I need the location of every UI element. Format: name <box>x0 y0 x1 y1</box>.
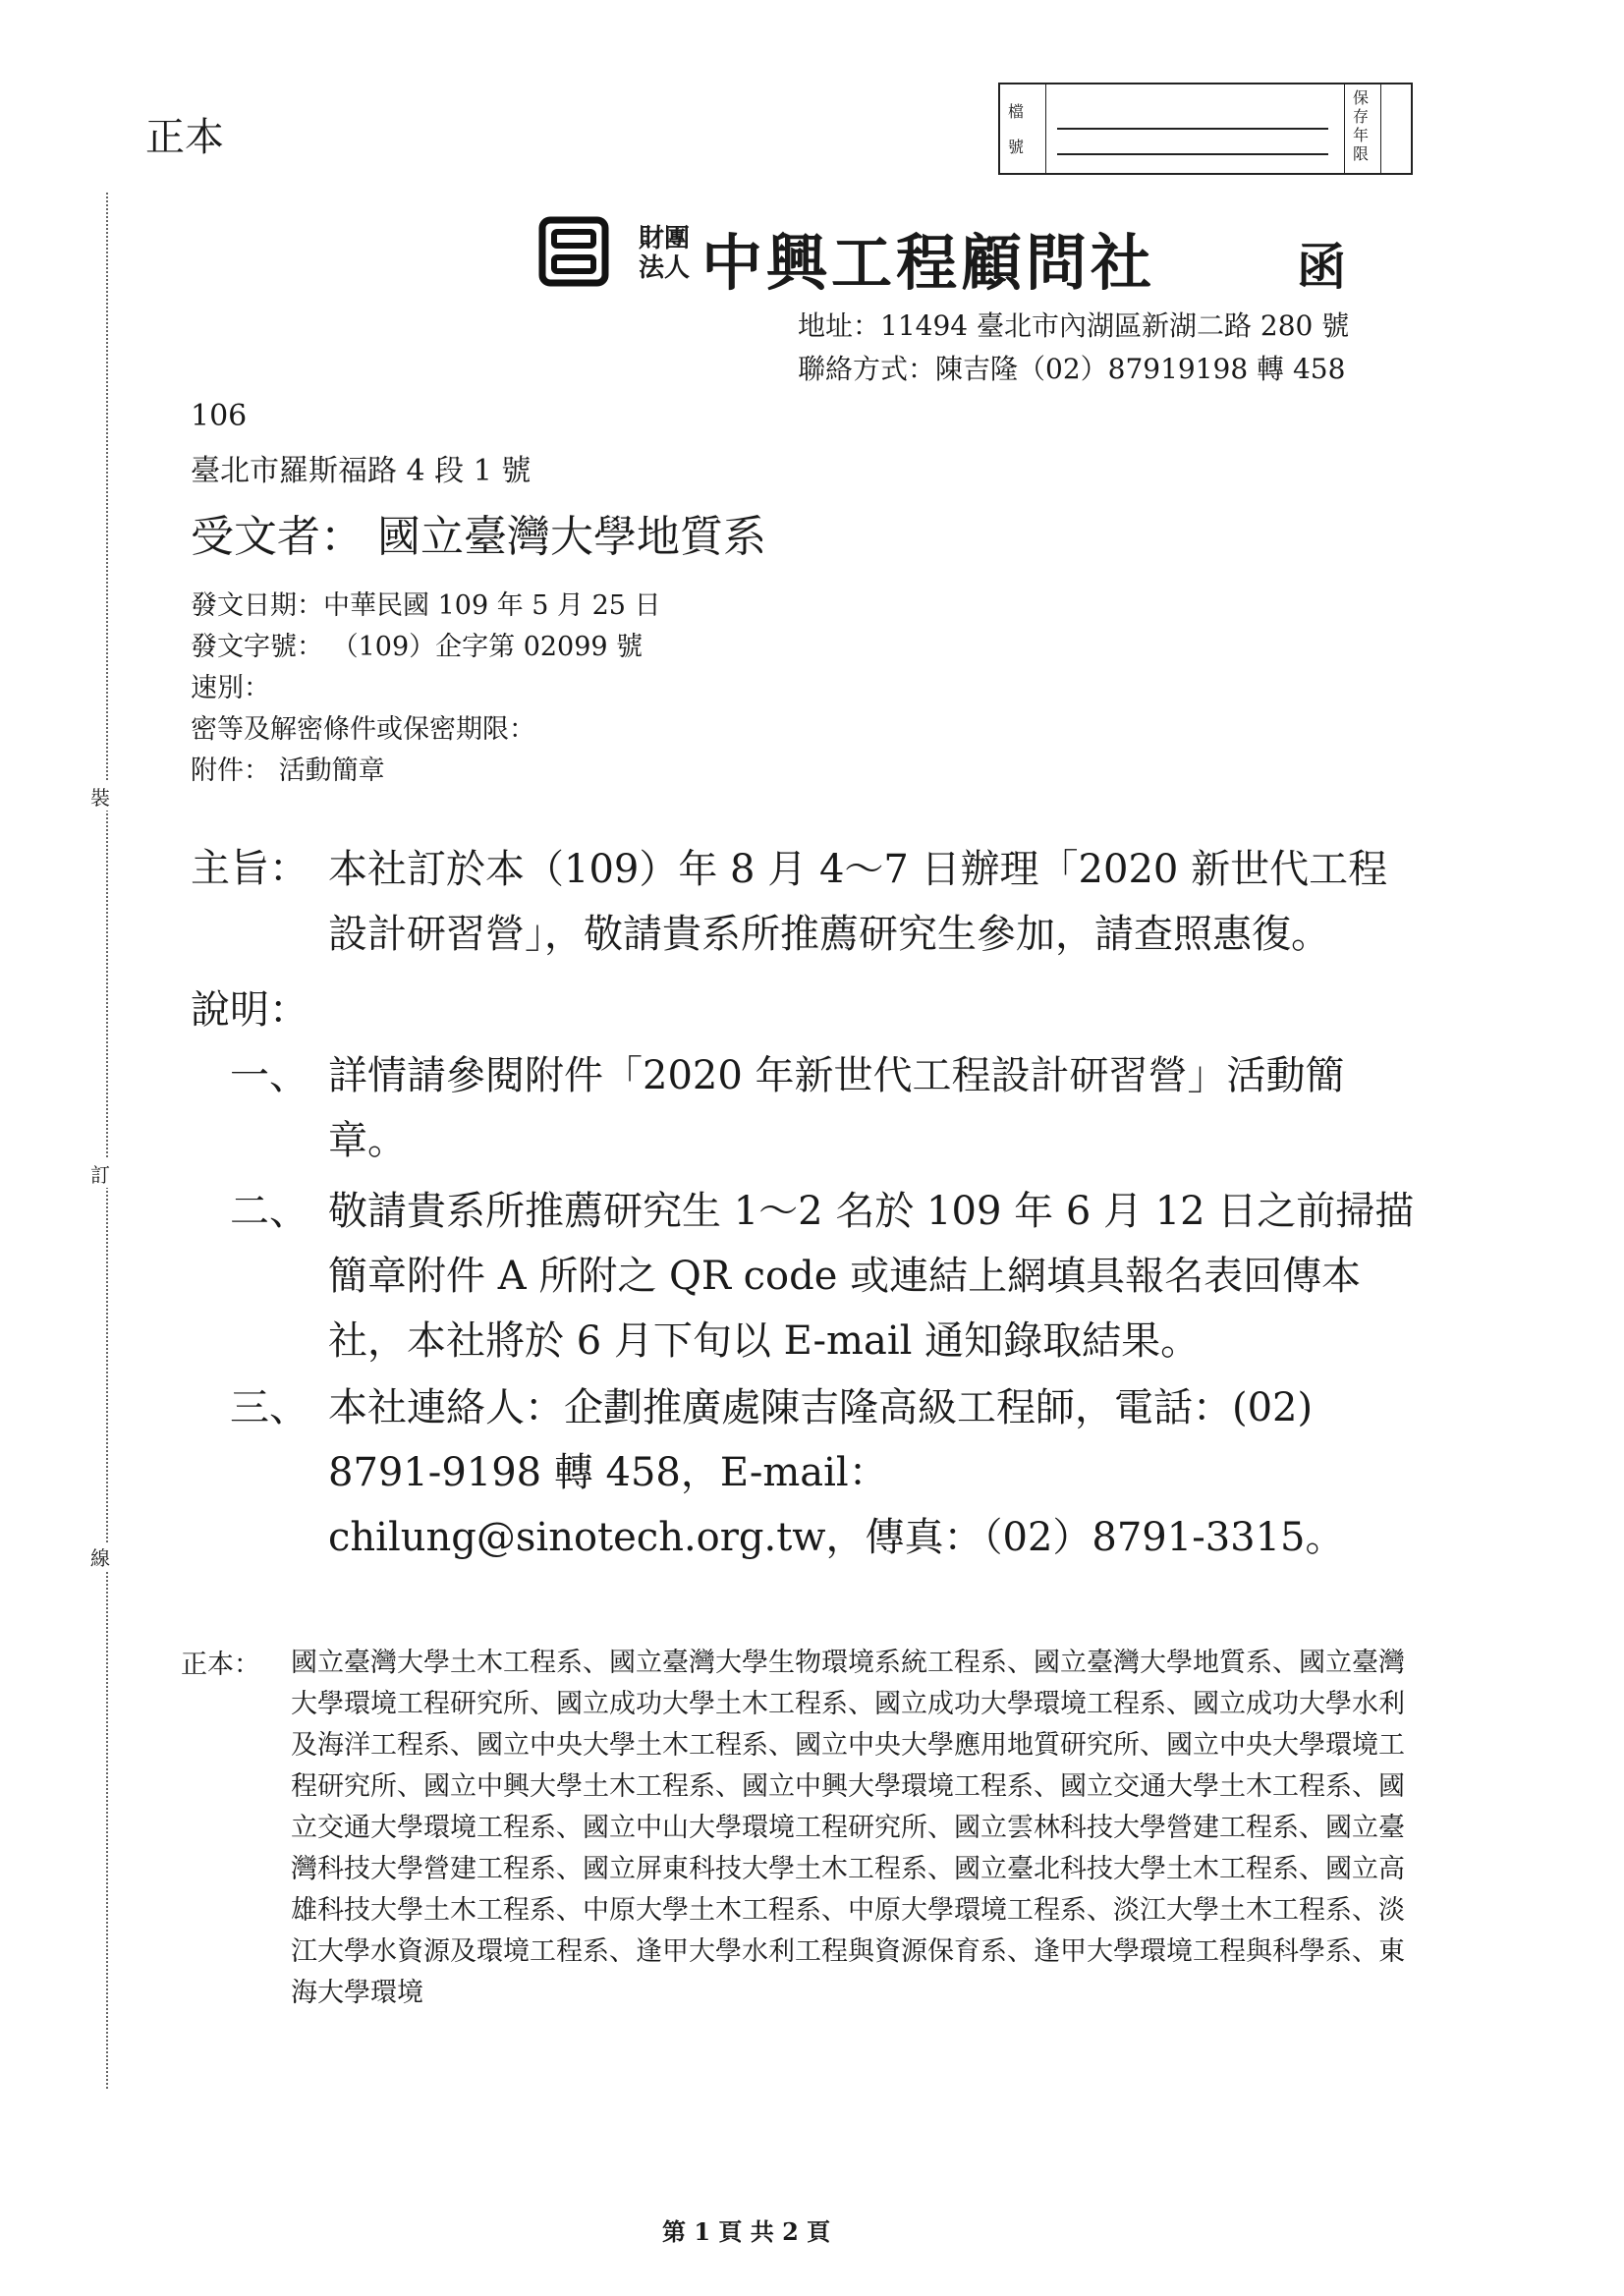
description-label: 說明： <box>191 987 308 1033</box>
subject-label: 主旨： <box>191 846 308 891</box>
sender-contact: 聯絡方式：陳吉隆（02）87919198 轉 458 <box>798 353 1346 385</box>
item-number: 一、 <box>230 1053 308 1098</box>
document-meta <box>191 586 661 792</box>
binding-mark-line: 線 <box>90 1542 110 1571</box>
recipient-line <box>191 501 766 564</box>
org-prefix <box>639 224 690 283</box>
attachment: 附件： 活動簡章 <box>191 756 385 786</box>
org-prefix-line-2: 法人 <box>639 253 691 283</box>
subject-text: 本社訂於本（109）年 8 月 4～7 日辦理「2020 新世代工程設計研習營」，敬請貴系所推薦研究生參加，請查照惠復。 <box>328 847 1388 957</box>
file-number-label: 檔號 <box>1008 102 1025 156</box>
document-type: 函 <box>1297 238 1346 296</box>
recipient-label: 受文者： <box>191 512 364 562</box>
file-number-label-cell <box>1000 84 1046 173</box>
page-number: 第 1 頁 共 2 頁 <box>662 2217 831 2246</box>
document-number: 發文字號： （109）企字第 02099 號 <box>191 632 644 662</box>
item-number: 三、 <box>230 1385 308 1430</box>
organization-name: 中興工程顧問社 <box>701 227 1156 299</box>
original-copy-stamp: 正本 <box>145 115 224 160</box>
sender-address: 地址：11494 臺北市內湖區新湖二路 280 號 <box>798 309 1350 342</box>
sender-contact-block <box>798 305 1349 391</box>
archive-box <box>998 83 1413 175</box>
item-number: 二、 <box>230 1189 308 1234</box>
org-prefix-line-1: 財團 <box>639 224 691 253</box>
issue-date: 發文日期：中華民國 109 年 5 月 25 日 <box>191 590 661 621</box>
retention-label-cell <box>1344 84 1381 173</box>
security-level: 密等及解密條件或保密期限： <box>191 714 535 745</box>
company-logo-icon <box>538 216 609 287</box>
copies-list: 國立臺灣大學土木工程系、國立臺灣大學生物環境系統工程系、國立臺灣大學地質系、國立臺灣大學環境工程研究所、國立成功大學土木工程系、國立成功大學環境工程系、國立成功大學水利及海洋工程系、國立中央大學土木工程系、國立中央大學應用地質研究所、國立中央大學環境工程研究所、國立中興大學土木工程系、國立中興大學環境工程系、國立交通大學土木工程系、國立交通大學環境工程系、國立中山大學環境工程研究所、國立雲林科技大學營建工程系、國立臺灣科技大學營建工程系、國立屏東科技大學土木工程系、國立臺北科技大學土木工程系、國立高雄科技大學土木工程系、中原大學土木工程系、中原大學環境工程系、淡江大學土木工程系、淡江大學水資源及環境工程系、逢甲大學水利工程與資源保育系、逢甲大學環境工程與科學系、東海大學環境 <box>291 1648 1405 2008</box>
copies-label: 正本： <box>181 1650 260 1680</box>
recipient-zip: 106 <box>191 399 248 433</box>
retention-period-label: 保存年限 <box>1353 88 1370 163</box>
item-text: 本社連絡人：企劃推廣處陳吉隆高級工程師，電話：(02) 8791-9198 轉 458，E-mail：chilung@sinotech.org.tw，傳真：（02）8791-3315。 <box>328 1385 1345 1560</box>
binding-line <box>106 193 108 2089</box>
file-number-value-cell <box>1045 84 1340 173</box>
binding-mark-staple: 訂 <box>90 1159 110 1188</box>
delivery-speed: 速別： <box>191 673 270 703</box>
item-text: 敬請貴系所推薦研究生 1～2 名於 109 年 6 月 12 日之前掃描簡章附件 A 所附之 QR code 或連結上網填具報名表回傳本社，本社將於 6 月下旬以 E-mail 通知錄取結果。 <box>328 1189 1415 1364</box>
recipient-address: 臺北市羅斯福路 4 段 1 號 <box>191 454 532 488</box>
item-text: 詳情請參閱附件「2020 年新世代工程設計研習營」活動簡章。 <box>328 1053 1345 1163</box>
binding-mark-bind: 裝 <box>90 782 110 811</box>
recipient-name: 國立臺灣大學地質系 <box>377 512 766 562</box>
